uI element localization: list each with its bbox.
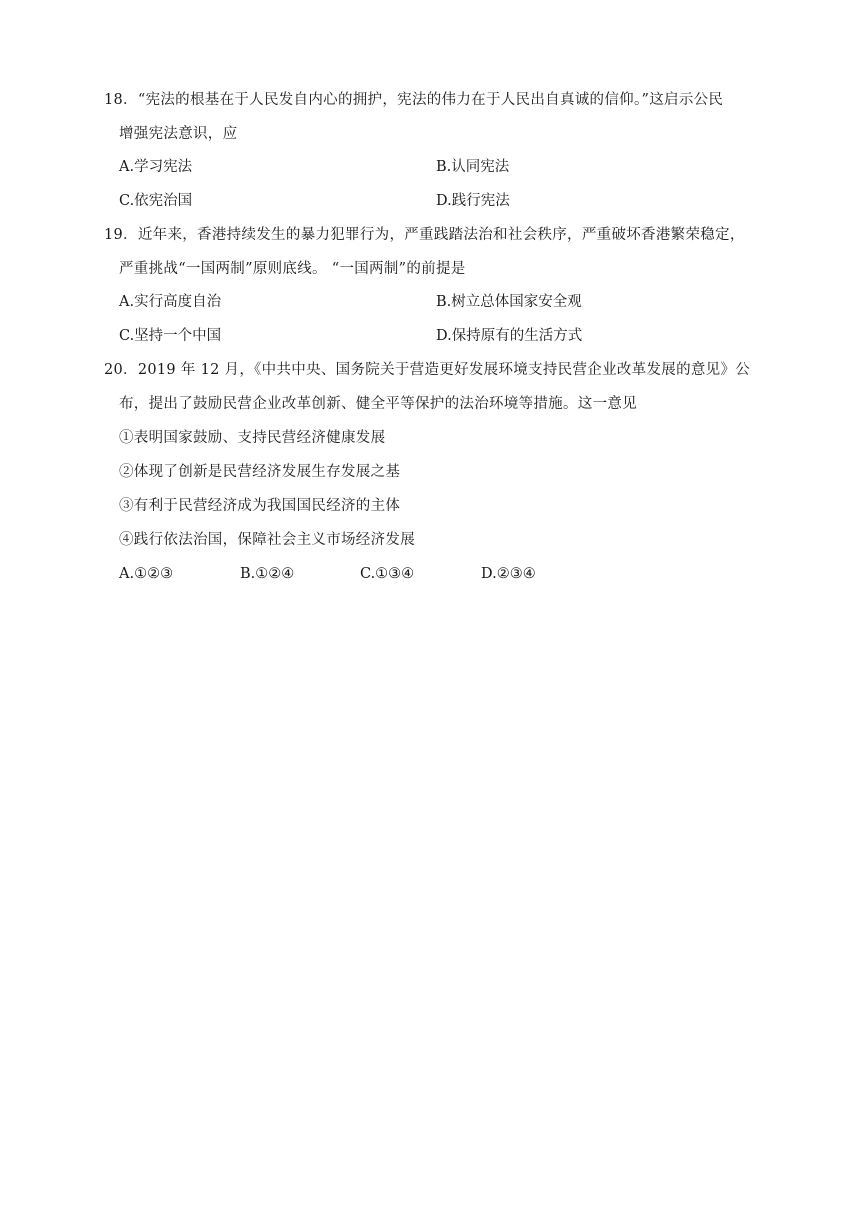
q18-option-b: B.认同宪法 bbox=[436, 159, 510, 175]
q19-option-b: B.树立总体国家安全观 bbox=[436, 294, 582, 310]
q19-stem-line2: 严重挑战“一国两制”原则底线。 “一国两制”的前提是 bbox=[119, 261, 466, 277]
q20-statement-1: ①表明国家鼓励、支持民营经济健康发展 bbox=[119, 430, 386, 446]
q20-statement-3: ③有利于民营经济成为我国国民经济的主体 bbox=[119, 498, 401, 514]
q20-stem-line2: 布，提出了鼓励民营企业改革创新、健全平等保护的法治环境等措施。这一意见 bbox=[119, 396, 637, 412]
q18-option-c: C.依宪治国 bbox=[119, 193, 193, 209]
q19-option-d: D.保持原有的生活方式 bbox=[436, 328, 583, 344]
q20-option-d: D.②③④ bbox=[481, 566, 536, 582]
q20-option-a: A.①②③ bbox=[119, 566, 174, 582]
q18-stem-line1: 18．“宪法的根基在于人民发自内心的拥护，宪法的伟力在于人民出自真诚的信仰。”这启示公民 bbox=[104, 92, 724, 108]
q19-option-a: A.实行高度自治 bbox=[119, 294, 222, 310]
q19-option-c: C.坚持一个中国 bbox=[119, 328, 222, 344]
q18-option-a: A.学习宪法 bbox=[119, 159, 193, 175]
q18-option-d: D.践行宪法 bbox=[436, 193, 510, 209]
q20-statement-4: ④践行依法治国，保障社会主义市场经济发展 bbox=[119, 532, 415, 548]
q20-option-b: B.①②④ bbox=[240, 566, 295, 582]
q20-statement-2: ②体现了创新是民营经济发展生存发展之基 bbox=[119, 464, 401, 480]
q20-stem-line1: 20．2019 年 12 月，《中共中央、国务院关于营造更好发展环境支持民营企业改革发展的意见》公 bbox=[104, 362, 751, 378]
q18-stem-line2: 增强宪法意识，应 bbox=[119, 126, 238, 142]
q19-stem-line1: 19．近年来，香港持续发生的暴力犯罪行为，严重践踏法治和社会秩序，严重破坏香港繁荣稳定， bbox=[104, 227, 745, 243]
q20-option-c: C.①③④ bbox=[360, 566, 415, 582]
